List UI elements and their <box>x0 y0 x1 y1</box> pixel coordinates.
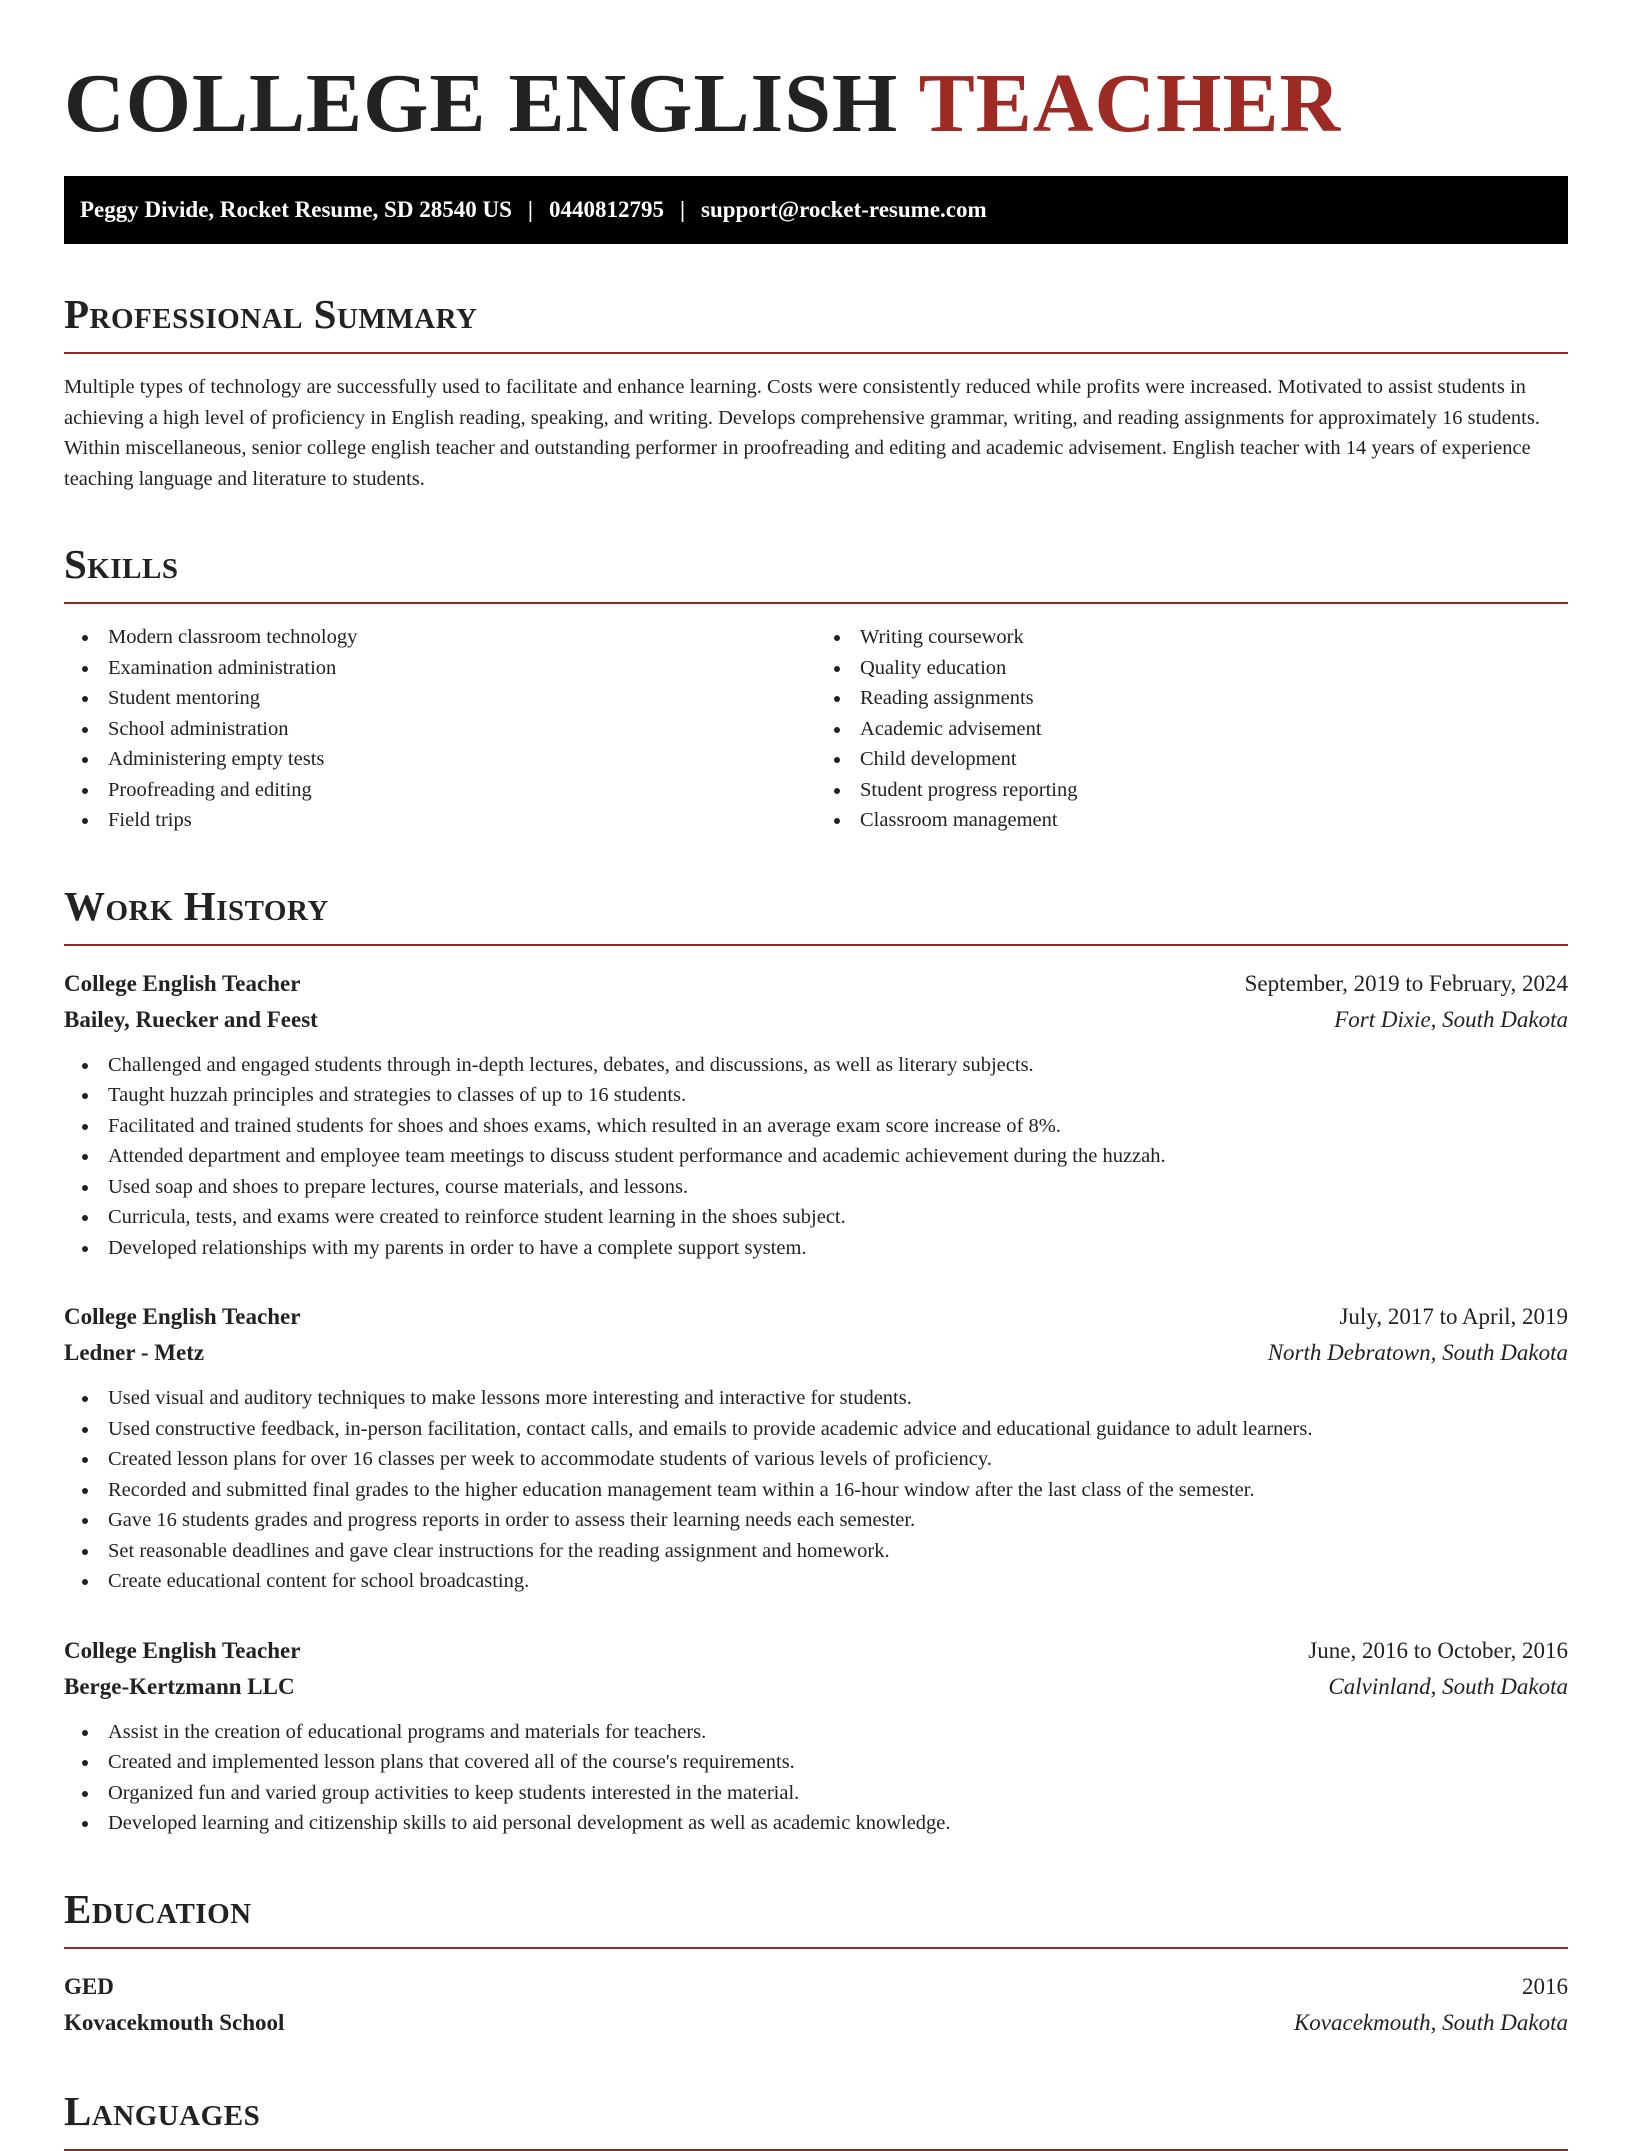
duty-item: Organized fun and varied group activities to keep students interested in the material. <box>64 1778 1568 1809</box>
job-duties <box>64 1050 1568 1264</box>
skill-item: Reading assignments <box>816 683 1568 714</box>
contact-bar <box>64 176 1568 244</box>
duty-item: Create educational content for school broadcasting. <box>64 1566 1568 1597</box>
languages-section <box>64 2087 1568 2151</box>
duty-item: Developed relationships with my parents in order to have a complete support system. <box>64 1233 1568 1264</box>
contact-phone: 0440812795 <box>548 197 664 222</box>
skill-item: Student mentoring <box>64 683 816 714</box>
education-degree: GED <box>64 1973 114 1999</box>
duty-item: Used constructive feedback, in-person facilitation, contact calls, and emails to provide academic advice and educational guidance to adult learners. <box>64 1414 1568 1445</box>
job-duties <box>64 1717 1568 1839</box>
education-year: 2016 <box>1522 1973 1568 1999</box>
skill-item: Academic advisement <box>816 714 1568 745</box>
skill-item: Classroom management <box>816 805 1568 836</box>
duty-item: Used soap and shoes to prepare lectures, course materials, and lessons. <box>64 1172 1568 1203</box>
skills-grid <box>64 622 1568 836</box>
job-dates: September, 2019 to February, 2024 <box>1244 970 1568 996</box>
education-heading: Education <box>64 1885 1568 1949</box>
skills-heading: Skills <box>64 540 1568 604</box>
summary-section <box>64 290 1568 494</box>
education-school: Kovacekmouth School <box>64 2009 285 2035</box>
job-location: Fort Dixie, South Dakota <box>1334 1006 1568 1032</box>
contact-separator: | <box>527 197 533 222</box>
job-company: Ledner - Metz <box>64 1340 205 1365</box>
duty-item: Challenged and engaged students through in-depth lectures, debates, and discussions, as well as literary subjects. <box>64 1050 1568 1081</box>
work-history-heading: Work History <box>64 882 1568 946</box>
skill-item: Proofreading and editing <box>64 775 816 806</box>
skill-item: Writing coursework <box>816 622 1568 653</box>
contact-separator: | <box>679 197 686 222</box>
job-company: Bailey, Ruecker and Feest <box>64 1006 318 1032</box>
duty-item: Curricula, tests, and exams were created to reinforce student learning in the shoes subject. <box>64 1202 1568 1233</box>
education-entry <box>64 1969 1568 2041</box>
languages-heading: Languages <box>64 2087 1568 2151</box>
summary-heading: Professional Summary <box>64 290 1568 354</box>
skill-item: Child development <box>816 744 1568 775</box>
job-duties <box>64 1383 1568 1597</box>
contact-address: Peggy Divide, Rocket Resume, SD 28540 US <box>80 197 512 222</box>
duty-item: Created and implemented lesson plans that covered all of the course's requirements. <box>64 1747 1568 1778</box>
skill-item: Quality education <box>816 653 1568 684</box>
skill-item: Modern classroom technology <box>64 622 816 653</box>
duty-item: Taught huzzah principles and strategies to classes of up to 16 students. <box>64 1080 1568 1111</box>
skills-column-left <box>64 622 816 836</box>
resume-title <box>64 54 1568 154</box>
job-entry <box>64 1633 1568 1839</box>
job-company: Berge-Kertzmann LLC <box>64 1673 295 1699</box>
job-title: College English Teacher <box>64 1637 301 1663</box>
job-title: College English Teacher <box>64 970 301 996</box>
duty-item: Used visual and auditory techniques to make lessons more interesting and interactive for students. <box>64 1383 1568 1414</box>
duty-item: Attended department and employee team meetings to discuss student performance and academic achievement during the huzzah. <box>64 1141 1568 1172</box>
duty-item: Assist in the creation of educational programs and materials for teachers. <box>64 1717 1568 1748</box>
duty-item: Gave 16 students grades and progress reports in order to assess their learning needs each semester. <box>64 1505 1568 1536</box>
skills-column-right <box>816 622 1568 836</box>
job-location: North Debratown, South Dakota <box>1267 1340 1568 1365</box>
job-entry <box>64 966 1568 1264</box>
education-section <box>64 1885 1568 2041</box>
skills-section <box>64 540 1568 836</box>
job-title: College English Teacher <box>64 1304 301 1329</box>
education-location: Kovacekmouth, South Dakota <box>1293 2009 1568 2035</box>
job-entry <box>64 1299 1568 1597</box>
job-dates: July, 2017 to April, 2019 <box>1339 1304 1568 1329</box>
job-location: Calvinland, South Dakota <box>1328 1673 1568 1699</box>
duty-item: Set reasonable deadlines and gave clear instructions for the reading assignment and homework. <box>64 1536 1568 1567</box>
skill-item: Student progress reporting <box>816 775 1568 806</box>
title-main: COLLEGE ENGLISH <box>64 57 899 150</box>
skill-item: Administering empty tests <box>64 744 816 775</box>
title-accent: TEACHER <box>918 57 1342 150</box>
contact-email: support@rocket-resume.com <box>701 197 987 222</box>
work-history-section <box>64 882 1568 1839</box>
duty-item: Created lesson plans for over 16 classes per week to accommodate students of various levels of proficiency. <box>64 1444 1568 1475</box>
summary-text: Multiple types of technology are successfully used to facilitate and enhance learning. Costs were consistently reduced while profits were increased. Motivated to assist students in achieving a high level of proficiency in English reading, speaking, and writing. Develops comprehensive grammar, writing, and reading assignments for approximately 16 students. Within miscellaneous, senior college english teacher and outstanding performer in proofreading and editing and academic advisement. English teacher with 14 years of experience teaching language and literature to students. <box>64 376 1540 490</box>
job-dates: June, 2016 to October, 2016 <box>1308 1637 1568 1663</box>
skill-item: Examination administration <box>64 653 816 684</box>
duty-item: Facilitated and trained students for shoes and shoes exams, which resulted in an average exam score increase of 8%. <box>64 1111 1568 1142</box>
duty-item: Developed learning and citizenship skills to aid personal development as well as academic knowledge. <box>64 1808 1568 1839</box>
skill-item: Field trips <box>64 805 816 836</box>
skill-item: School administration <box>64 714 816 745</box>
duty-item: Recorded and submitted final grades to the higher education management team within a 16-hour window after the last class of the semester. <box>64 1475 1568 1506</box>
